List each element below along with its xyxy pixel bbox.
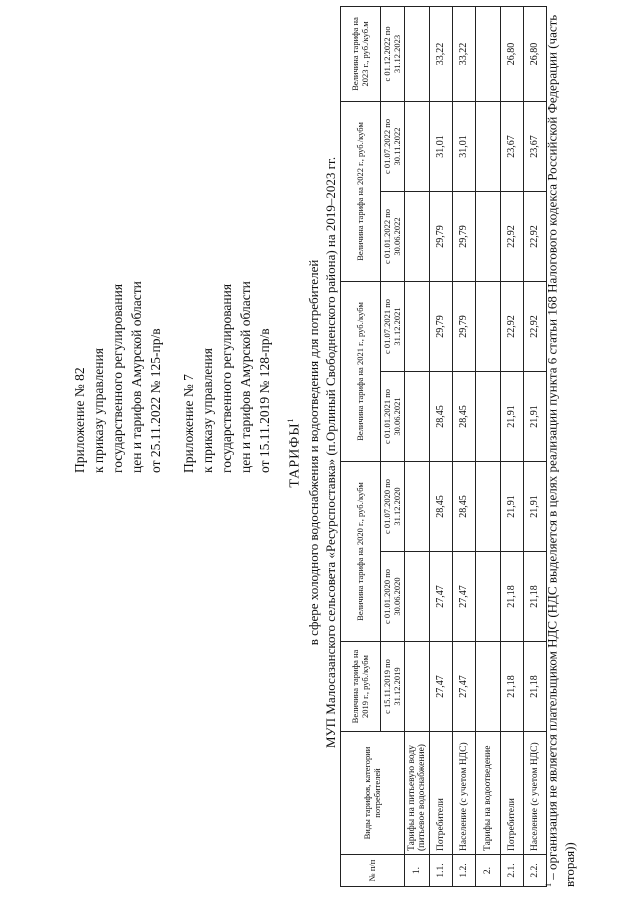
appendix-old-line5: от 15.11.2019 № 128-пр/в xyxy=(257,328,272,473)
header-2023: Величина тарифа на 2023 г., руб./куб.м xyxy=(341,6,381,101)
row-value: 21,18 xyxy=(524,552,547,642)
row-value: 29,79 xyxy=(453,281,476,371)
table-header-row xyxy=(341,6,381,886)
row-label: Население (с учетом НДС) xyxy=(453,732,476,855)
row-num: 1. xyxy=(405,855,430,887)
row-num: 2. xyxy=(476,855,501,887)
row-value: 27,47 xyxy=(430,642,453,732)
table-row xyxy=(476,6,501,886)
row-value: 28,45 xyxy=(453,371,476,461)
table-row xyxy=(405,6,430,886)
period-2019: с 15.11.2019 по 31.12.2019 xyxy=(381,642,405,732)
row-label: Потребители xyxy=(430,732,453,855)
appendix-old-line3: государственного регулирования xyxy=(219,283,234,473)
row-value: 27,47 xyxy=(453,552,476,642)
appendix-old-line2: к приказу управления xyxy=(200,348,215,473)
header-2020: Величина тарифа на 2020 г., руб./кубм xyxy=(341,461,381,641)
appendix-old-line4: цен и тарифов Амурской области xyxy=(238,281,253,473)
row-label: Тарифы на питьевую воду (питьевое водоснабжение) xyxy=(405,732,430,855)
appendix-old-line1: Приложение № 7 xyxy=(181,374,196,473)
row-num: 1.2. xyxy=(453,855,476,887)
row-label: Население (с учетом НДС) xyxy=(524,732,547,855)
header-2019: Величина тарифа на 2019 г., руб./кубм xyxy=(341,642,381,732)
row-value: 28,45 xyxy=(453,461,476,551)
row-value: 33,22 xyxy=(430,6,453,101)
table-row xyxy=(453,6,476,886)
appendix-new-line4: цен и тарифов Амурской области xyxy=(129,281,144,473)
appendix-new xyxy=(70,281,165,473)
row-value: 26,80 xyxy=(501,6,524,101)
row-value: 29,79 xyxy=(430,281,453,371)
row-value: 33,22 xyxy=(453,6,476,101)
header-category: Виды тарифов, категории потребителей xyxy=(341,732,405,855)
row-value: 21,91 xyxy=(501,371,524,461)
row-value: 21,91 xyxy=(501,461,524,551)
row-num: 2.1. xyxy=(501,855,524,887)
document-title-text: ТАРИФЫ xyxy=(287,422,303,488)
row-num: 1.1. xyxy=(430,855,453,887)
table-row xyxy=(501,6,524,886)
row-value: 22,92 xyxy=(501,191,524,281)
row-value: 29,79 xyxy=(453,191,476,281)
header-2021: Величина тарифа на 2021 г., руб./кубм xyxy=(341,281,381,461)
period-2022-h1: с 01.01.2022 по 30.06.2022 xyxy=(381,191,405,281)
appendix-new-line3: государственного регулирования xyxy=(110,283,125,473)
footnote-mark: 1 xyxy=(544,883,553,887)
row-value: 21,91 xyxy=(524,461,547,551)
document-organization: МУП Малосазанского сельсовета «Ресурспоставка» (п.Орлиный Свободненского района) на 2019–2023 гг. xyxy=(323,156,338,749)
row-value: 21,18 xyxy=(501,642,524,732)
row-num: 2.2. xyxy=(524,855,547,887)
header-num: № п/п xyxy=(341,855,405,887)
document-title xyxy=(286,0,304,905)
period-2021-h2: с 01.07.2021 по 31.12.2021 xyxy=(381,281,405,371)
footnote-text: – организация не является плательщиком НДС (НДС выделяется в целях реализации пункта 6 статьи 168 Налогового кодекса Российской Федерации (часть вторая)) xyxy=(544,14,578,887)
period-2021-h1: с 01.01.2021 по 30.06.2021 xyxy=(381,371,405,461)
header-2022: Величина тарифа на 2022 г., руб./кубм xyxy=(341,101,381,281)
table-row xyxy=(430,6,453,886)
row-value: 22,92 xyxy=(501,281,524,371)
tariff-table xyxy=(340,6,547,887)
period-2020-h1: с 01.01.2020 по 30.06.2020 xyxy=(381,552,405,642)
appendix-old xyxy=(179,281,274,473)
row-label: Потребители xyxy=(501,732,524,855)
footnote xyxy=(540,7,579,887)
row-value: 26,80 xyxy=(524,6,547,101)
row-value: 28,45 xyxy=(430,461,453,551)
row-value: 27,47 xyxy=(453,642,476,732)
row-value: 23,67 xyxy=(524,101,547,191)
period-2023: с 01.12.2022 по 31.12.2023 xyxy=(381,6,405,101)
row-value: 21,18 xyxy=(501,552,524,642)
row-value: 22,92 xyxy=(524,191,547,281)
period-2022-h2: с 01.07.2022 по 30.11.2022 xyxy=(381,101,405,191)
row-label: Тарифы на водоотведение xyxy=(476,732,501,855)
row-value: 28,45 xyxy=(430,371,453,461)
row-value: 21,18 xyxy=(524,642,547,732)
title-footnote-mark: 1 xyxy=(286,417,295,423)
row-value: 31,01 xyxy=(430,101,453,191)
row-value: 21,91 xyxy=(524,371,547,461)
row-value: 29,79 xyxy=(430,191,453,281)
appendix-new-line2: к приказу управления xyxy=(91,348,106,473)
appendix-new-line1: Приложение № 82 xyxy=(72,367,87,473)
appendix-new-line5: от 25.11.2022 № 125-пр/в xyxy=(148,328,163,473)
row-value: 27,47 xyxy=(430,552,453,642)
document-subtitle: в сфере холодного водоснабжения и водоотведения для потребителей xyxy=(306,259,321,646)
row-value: 23,67 xyxy=(501,101,524,191)
appendix-headers xyxy=(70,281,288,473)
row-value: 22,92 xyxy=(524,281,547,371)
period-2020-h2: с 01.07.2020 по 31.12.2020 xyxy=(381,461,405,551)
row-value: 31,01 xyxy=(453,101,476,191)
